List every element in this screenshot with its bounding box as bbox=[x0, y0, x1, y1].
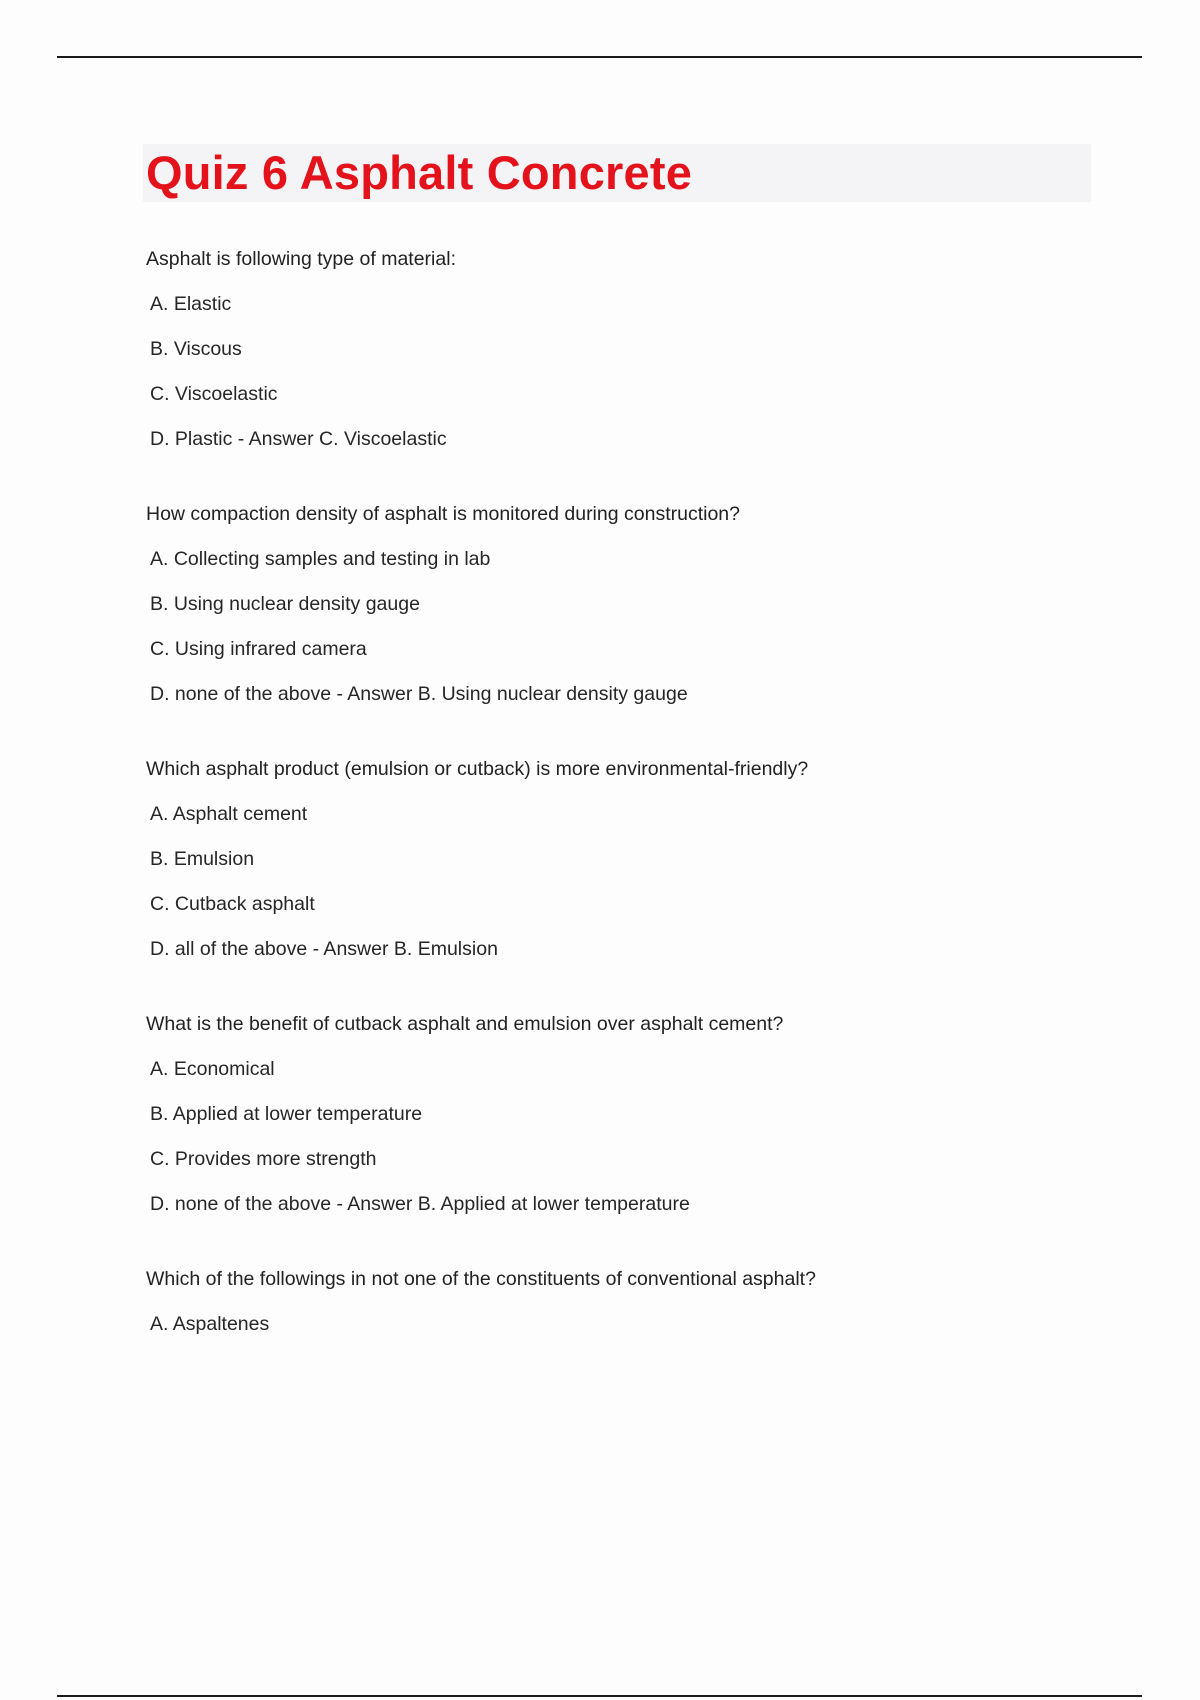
answer-option: A. Elastic bbox=[150, 293, 232, 315]
question-block bbox=[146, 500, 1106, 708]
answer-option: D. none of the above - Answer B. Using nuclear density gauge bbox=[150, 683, 688, 705]
answer-option: B. Viscous bbox=[150, 338, 242, 360]
question-block bbox=[146, 1010, 1106, 1218]
question-text: What is the benefit of cutback asphalt and emulsion over asphalt cement? bbox=[146, 1013, 784, 1035]
answer-option: B. Emulsion bbox=[150, 848, 255, 870]
question-text: How compaction density of asphalt is monitored during construction? bbox=[146, 503, 740, 525]
answer-option: B. Using nuclear density gauge bbox=[150, 593, 420, 615]
question-block bbox=[146, 1265, 1106, 1338]
answer-option: D. Plastic - Answer C. Viscoelastic bbox=[150, 428, 447, 450]
answer-option: A. Economical bbox=[150, 1058, 275, 1080]
answer-option: A. Collecting samples and testing in lab bbox=[150, 548, 491, 570]
answer-option: C. Viscoelastic bbox=[150, 383, 278, 405]
answer-option: C. Provides more strength bbox=[150, 1148, 377, 1170]
question-text: Asphalt is following type of material: bbox=[146, 248, 456, 270]
answer-option: A. Aspaltenes bbox=[150, 1313, 270, 1335]
answer-option: C. Cutback asphalt bbox=[150, 893, 315, 915]
answer-option: A. Asphalt cement bbox=[150, 803, 308, 825]
footer-rule bbox=[57, 1695, 1142, 1697]
answer-option: C. Using infrared camera bbox=[150, 638, 367, 660]
quiz-content bbox=[146, 245, 1106, 1385]
question-text: Which of the followings in not one of the constituents of conventional asphalt? bbox=[146, 1268, 816, 1290]
question-block bbox=[146, 755, 1106, 963]
answer-option: D. all of the above - Answer B. Emulsion bbox=[150, 938, 498, 960]
header-rule bbox=[57, 56, 1142, 58]
page-title: Quiz 6 Asphalt Concrete bbox=[146, 146, 693, 199]
answer-option: B. Applied at lower temperature bbox=[150, 1103, 423, 1125]
question-text: Which asphalt product (emulsion or cutback) is more environmental-friendly? bbox=[146, 758, 809, 780]
answer-option: D. none of the above - Answer B. Applied at lower temperature bbox=[150, 1193, 690, 1215]
question-block bbox=[146, 245, 1106, 453]
